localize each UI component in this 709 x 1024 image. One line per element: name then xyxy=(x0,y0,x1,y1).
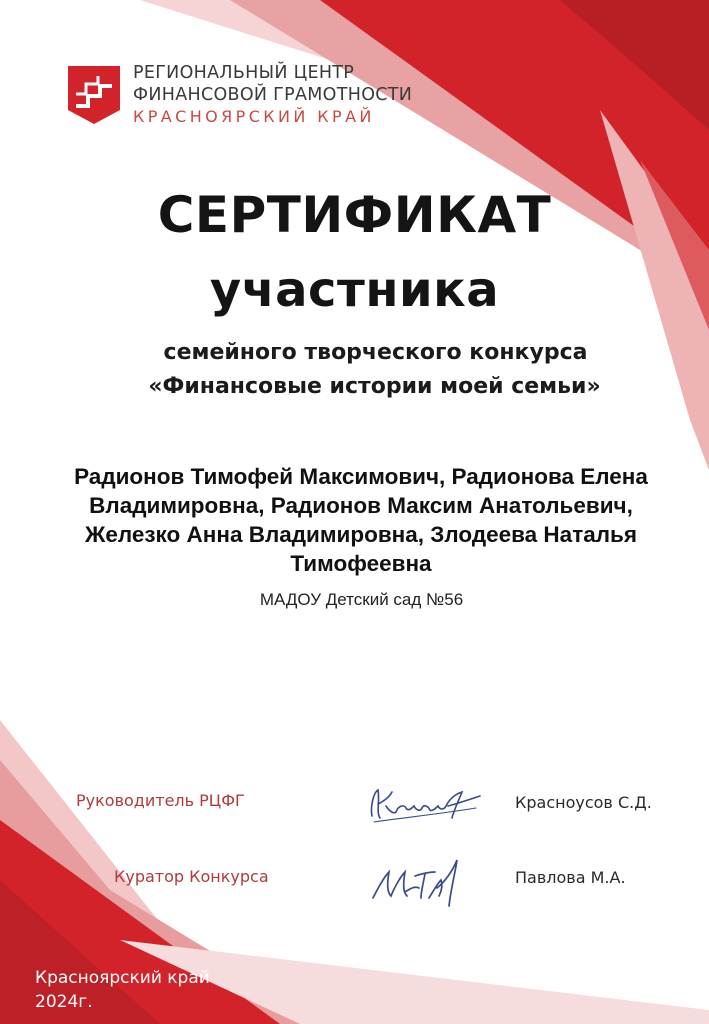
signatory-name-head: Красноусов С.Д. xyxy=(515,793,652,812)
signature-curator xyxy=(365,852,475,912)
footer-place-date xyxy=(35,966,210,1014)
recipient-names: Радионов Тимофей Максимович, Радионова Елена Владимировна, Радионов Максим Анатольевич, Железко Анна Владимировна, Злодеева Наталья Тимофеевна xyxy=(74,464,648,576)
certificate-title: СЕРТИФИКАТ xyxy=(157,186,552,244)
signature-head xyxy=(360,778,490,830)
org-name-line-1: РЕГИОНАЛЬНЫЙ ЦЕНТР xyxy=(133,63,355,83)
signatory-name-curator: Павлова М.А. xyxy=(515,868,626,887)
certificate-subtitle: участника xyxy=(209,262,500,318)
contest-name: «Финансовые истории моей семьи» xyxy=(148,374,601,399)
signatory-role-head: Руководитель РЦФГ xyxy=(76,791,245,810)
institution-name: МАДОУ Детский сад №56 xyxy=(259,590,464,609)
contest-description: семейного творческого конкурса xyxy=(163,340,588,365)
org-name-line-2: ФИНАНСОВОЙ ГРАМОТНОСТИ xyxy=(133,85,413,105)
signatory-role-curator: Куратор Конкурса xyxy=(114,867,269,886)
stepped-stairs-shield-logo-icon xyxy=(68,66,120,124)
org-region: КРАСНОЯРСКИЙ КРАЙ xyxy=(133,107,375,126)
footer-year: 2024г. xyxy=(35,992,93,1012)
footer-region: Красноярский край xyxy=(35,968,210,988)
organization-name xyxy=(133,62,412,128)
